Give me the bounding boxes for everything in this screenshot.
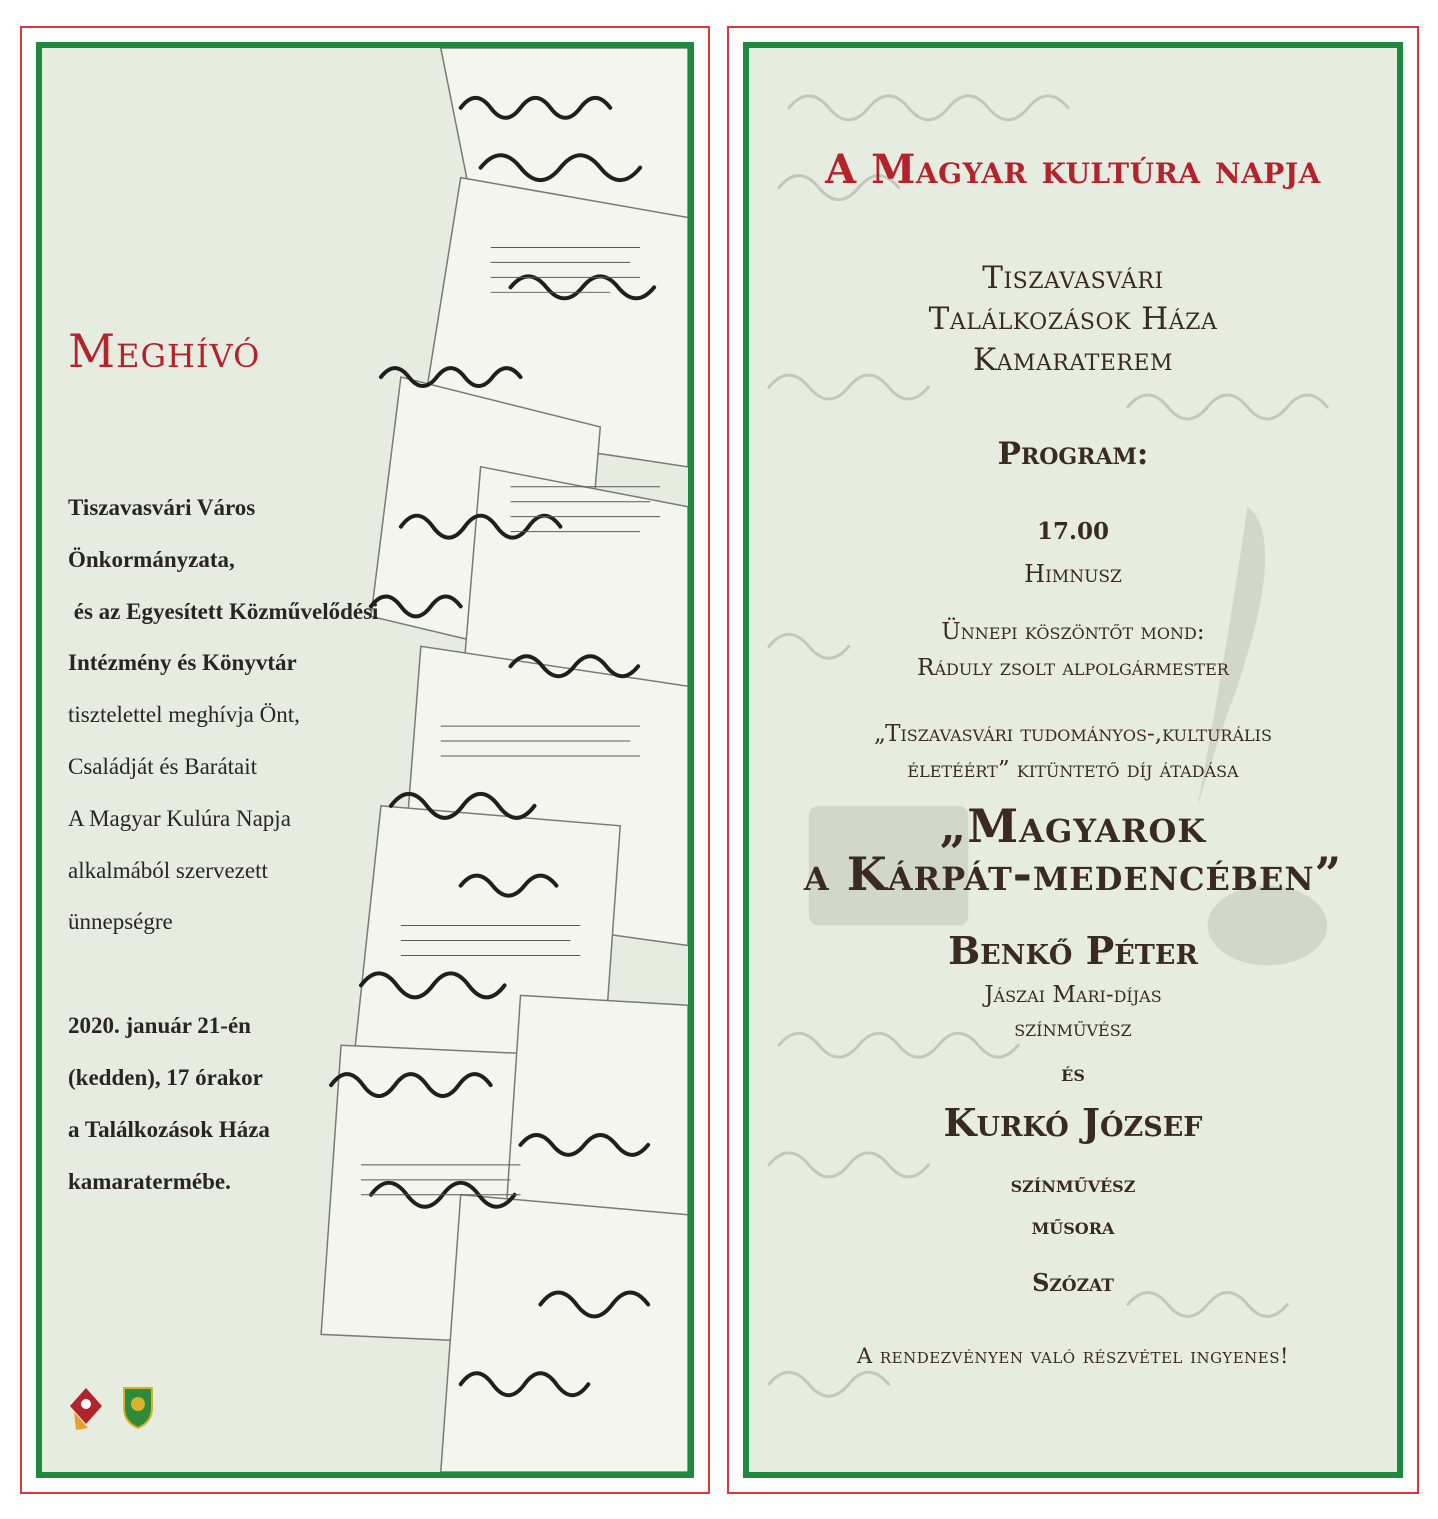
invitation-line: Intézmény és Könyvtár [68, 650, 297, 676]
program-heading: Program: [997, 436, 1149, 472]
invitation-text [68, 482, 498, 1207]
invitation-line: és az Egyesített Közművelődési [68, 598, 379, 624]
performer-role-line: Jászai Mari-díjas [984, 982, 1162, 1008]
venue-line: Tiszavasvári [982, 260, 1164, 296]
performer-name: Kurkó József [943, 1100, 1203, 1145]
event-date-line: (kedden), 17 órakor [68, 1064, 263, 1090]
program-item-anthem: Himnusz [1024, 560, 1122, 588]
performer-role [749, 978, 1397, 1046]
right-panel-inner-frame [743, 42, 1403, 1478]
performer-name: Benkő Péter [948, 928, 1198, 973]
show-title [749, 799, 1397, 901]
library-logo [68, 1384, 104, 1430]
invitation-heading: Meghívó [68, 324, 261, 378]
venue-block [749, 258, 1397, 381]
event-title: A Magyar kultúra napja [825, 146, 1321, 193]
invitation-left-panel [20, 26, 710, 1494]
invitation-line: Családját és Barátait [68, 753, 258, 779]
greeting-line: Ráduly zsolt alpolgármester [917, 655, 1229, 681]
event-date-line: a Találkozások Háza [68, 1116, 270, 1142]
program-right-panel [727, 26, 1419, 1494]
invitation-line: Tiszavasvári Város [68, 495, 256, 520]
program-item-closing: Szózat [1032, 1268, 1114, 1297]
program-item-greeting [749, 614, 1397, 686]
free-entry-note: A rendezvényen való részvétel ingyenes! [857, 1344, 1289, 1368]
invitation-line: alkalmából szervezett [68, 857, 268, 883]
conjunction-and: és [1061, 1060, 1085, 1087]
show-title-line: „Magyarok [939, 799, 1207, 853]
left-panel-inner-frame [36, 42, 694, 1478]
venue-line: Kamaraterem [972, 342, 1174, 378]
performer-role [749, 1164, 1397, 1248]
show-title-line: a Kárpát-medencében” [803, 847, 1343, 901]
invitation-line: Önkormányzata, [68, 546, 235, 572]
performer-role-line: színművész [1014, 1016, 1132, 1042]
venue-line: Találkozások Háza [928, 301, 1218, 337]
award-line: „Tiszavasvári tudományos-,kulturális [874, 721, 1272, 747]
invitation-line: ünnepségre [68, 909, 173, 935]
award-line: életéért” kitüntető díj átadása [907, 757, 1239, 783]
performer-role-line: színművész [1010, 1171, 1136, 1198]
event-date-line: kamaratermébe. [68, 1168, 231, 1194]
event-date-line: 2020. január 21-én [68, 1013, 251, 1039]
program-item-award [749, 716, 1397, 788]
invitation-line: A Magyar Kulúra Napja [68, 805, 291, 831]
town-coat-of-arms-logo [118, 1384, 158, 1430]
performer-role-line: műsora [1031, 1213, 1115, 1240]
program-start-time: 17.00 [1036, 518, 1110, 545]
invitation-line: tisztelettel meghívja Önt, [68, 702, 300, 728]
greeting-line: Ünnepi köszöntőt mond: [941, 619, 1205, 645]
